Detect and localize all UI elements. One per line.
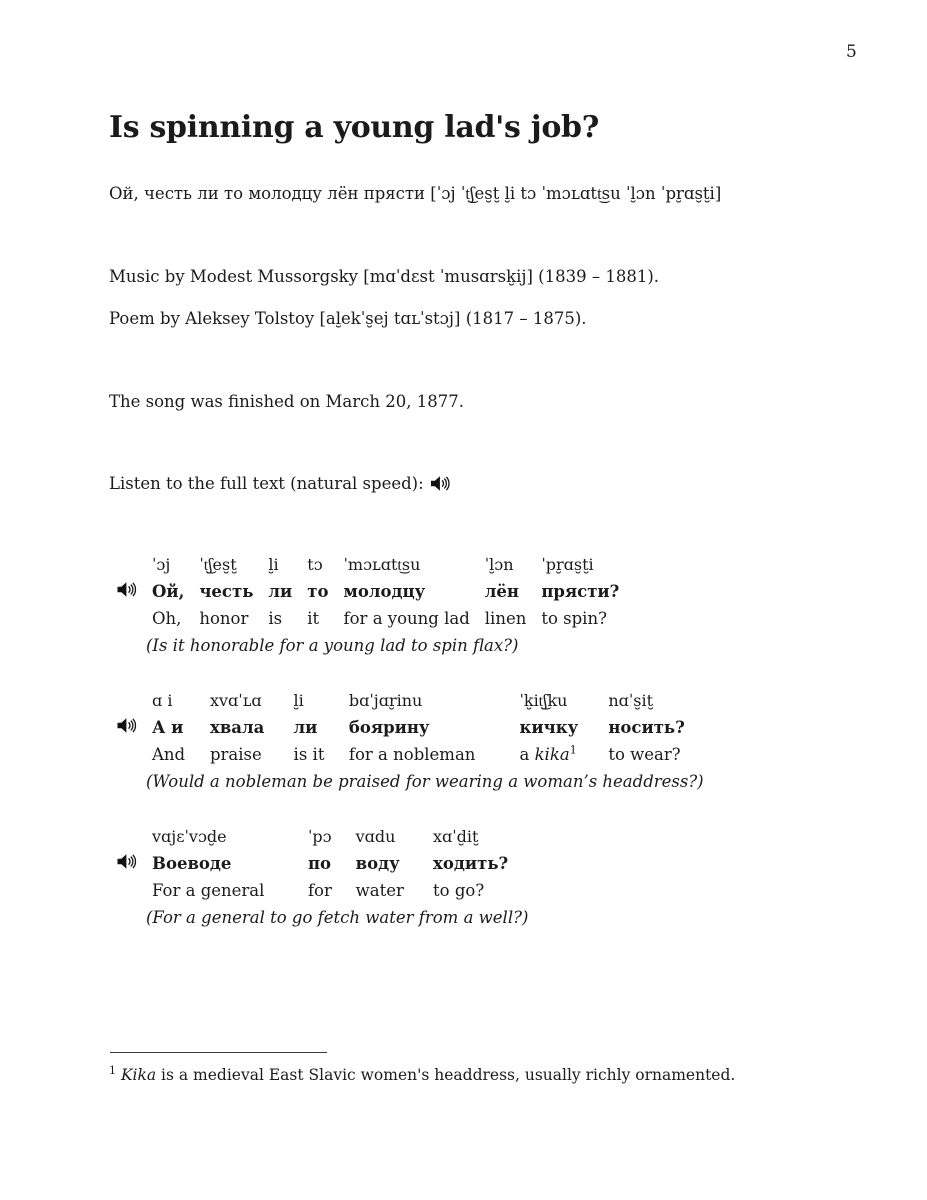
footnote-reference[interactable]: 1: [569, 743, 577, 757]
russian-word: боярину: [348, 718, 430, 737]
gloss-word: [519, 741, 608, 768]
russian-word: кичку: [519, 718, 579, 737]
ipa-word: vɑjɛˈvɔd̮e: [152, 827, 227, 846]
verse-block-2: [109, 687, 719, 795]
ipa-word: ɑ i: [152, 691, 173, 710]
ipa-row: [109, 823, 543, 850]
audio-cell: [109, 850, 152, 877]
speaker-icon[interactable]: [117, 718, 137, 733]
gloss-word: is: [268, 609, 283, 628]
ipa-word: ˈɔj: [152, 555, 171, 574]
ipa-word: xvɑˈʟɑ: [209, 691, 262, 710]
verse-block-3: [109, 823, 543, 931]
gloss-word: for a young lad: [343, 609, 470, 628]
ipa-word: ˈmɔʟɑtt͜su: [343, 555, 421, 574]
icon-spacer: [109, 687, 152, 714]
gloss-word: water: [355, 881, 404, 900]
gloss-word: linen: [484, 609, 527, 628]
ipa-word: tɔ: [307, 555, 323, 574]
page-number: 5: [846, 42, 857, 62]
translation-line: (For a general to go fetch water from a well?): [146, 908, 529, 927]
gloss-word: is it: [293, 745, 325, 764]
ipa-word: l̮i: [268, 555, 279, 574]
ipa-word: ˈk̮it͜ʃku: [519, 691, 568, 710]
song-title-russian-ipa: Ой, честь ли то молодцу лён прясти [ˈɔj ˈt͜ʃes̮t̮ l̮i tɔ ˈmɔʟɑtt͜su ˈl̮ɔn ˈpr̮ɑs̮t̮i]: [109, 184, 722, 203]
russian-word: Воеводе: [152, 854, 232, 873]
ipa-word: xɑˈd̮it̮: [433, 827, 479, 846]
russian-row: [109, 578, 634, 605]
ipa-word: l̮i: [293, 691, 304, 710]
russian-word: то: [307, 582, 329, 601]
russian-word: воду: [355, 854, 400, 873]
music-credit: Music by Modest Mussorgsky [mɑˈdɛst ˈmusɑrsk̮ij] (1839 – 1881).: [109, 267, 659, 286]
russian-row: [109, 850, 543, 877]
russian-word: ли: [293, 718, 318, 737]
russian-word: лён: [484, 582, 519, 601]
icon-spacer: [109, 877, 152, 904]
translation-line: (Is it honorable for a young lad to spin flax?): [146, 636, 519, 655]
russian-word: А и: [152, 718, 184, 737]
page-title: Is spinning a young lad's job?: [109, 110, 599, 145]
gloss-term: kika: [534, 745, 570, 764]
gloss-word: it: [307, 609, 320, 628]
gloss-word: to wear?: [608, 745, 681, 764]
icon-spacer: [109, 551, 152, 578]
ipa-word: nɑˈs̮it̮: [608, 691, 654, 710]
footnote-term: Kika: [120, 1066, 157, 1084]
speaker-icon[interactable]: [117, 854, 137, 869]
gloss-row: [109, 877, 543, 904]
footnote-text: is a medieval East Slavic women's headdress, usually richly ornamented.: [156, 1066, 736, 1084]
translation-row: [109, 768, 719, 795]
gloss-word: And: [152, 745, 186, 764]
russian-word: хвала: [209, 718, 265, 737]
icon-spacer: [109, 823, 152, 850]
footnote-divider: [110, 1052, 327, 1053]
verse-block-1: [109, 551, 634, 659]
russian-word: ли: [268, 582, 293, 601]
gloss-word: Oh,: [152, 609, 182, 628]
audio-cell: [109, 714, 152, 741]
translation-row: [109, 632, 634, 659]
gloss-row: [109, 741, 719, 768]
ipa-word: bɑˈjɑr̮inu: [348, 691, 423, 710]
translation-row: [109, 904, 543, 931]
poem-credit: Poem by Aleksey Tolstoy [al̮ekˈs̮ej tɑʟˈstɔj] (1817 – 1875).: [109, 309, 587, 328]
listen-label: Listen to the full text (natural speed):: [109, 474, 424, 493]
russian-word: честь: [199, 582, 254, 601]
footnote: [109, 1063, 736, 1084]
russian-word: прясти?: [541, 582, 620, 601]
footnote-marker: 1: [109, 1063, 116, 1077]
ipa-word: ˈl̮ɔn: [484, 555, 514, 574]
ipa-word: ˈt͜ʃes̮t̮: [199, 555, 237, 574]
ipa-row: [109, 551, 634, 578]
ipa-word: vɑdu: [355, 827, 396, 846]
russian-word: ходить?: [433, 854, 509, 873]
gloss-word: For a general: [152, 881, 265, 900]
ipa-word: ˈpɔ: [307, 827, 332, 846]
finished-note: The song was finished on March 20, 1877.: [109, 392, 464, 411]
speaker-icon[interactable]: [117, 582, 137, 597]
gloss-word: for a nobleman: [348, 745, 476, 764]
gloss-article: a: [519, 745, 535, 764]
russian-word: Ой,: [152, 582, 185, 601]
russian-word: носить?: [608, 718, 685, 737]
listen-line: [109, 474, 450, 493]
speaker-icon[interactable]: [431, 476, 450, 491]
icon-spacer: [109, 605, 152, 632]
ipa-word: ˈpr̮ɑs̮t̮i: [541, 555, 594, 574]
icon-spacer: [109, 741, 152, 768]
audio-cell: [109, 578, 152, 605]
gloss-row: [109, 605, 634, 632]
gloss-word: to spin?: [541, 609, 607, 628]
gloss-word: for: [307, 881, 332, 900]
ipa-row: [109, 687, 719, 714]
russian-word: молодцу: [343, 582, 426, 601]
gloss-word: praise: [209, 745, 262, 764]
gloss-word: honor: [199, 609, 249, 628]
russian-row: [109, 714, 719, 741]
gloss-word: to go?: [433, 881, 485, 900]
russian-word: по: [307, 854, 332, 873]
translation-line: (Would a nobleman be praised for wearing a woman’s headdress?): [146, 772, 704, 791]
